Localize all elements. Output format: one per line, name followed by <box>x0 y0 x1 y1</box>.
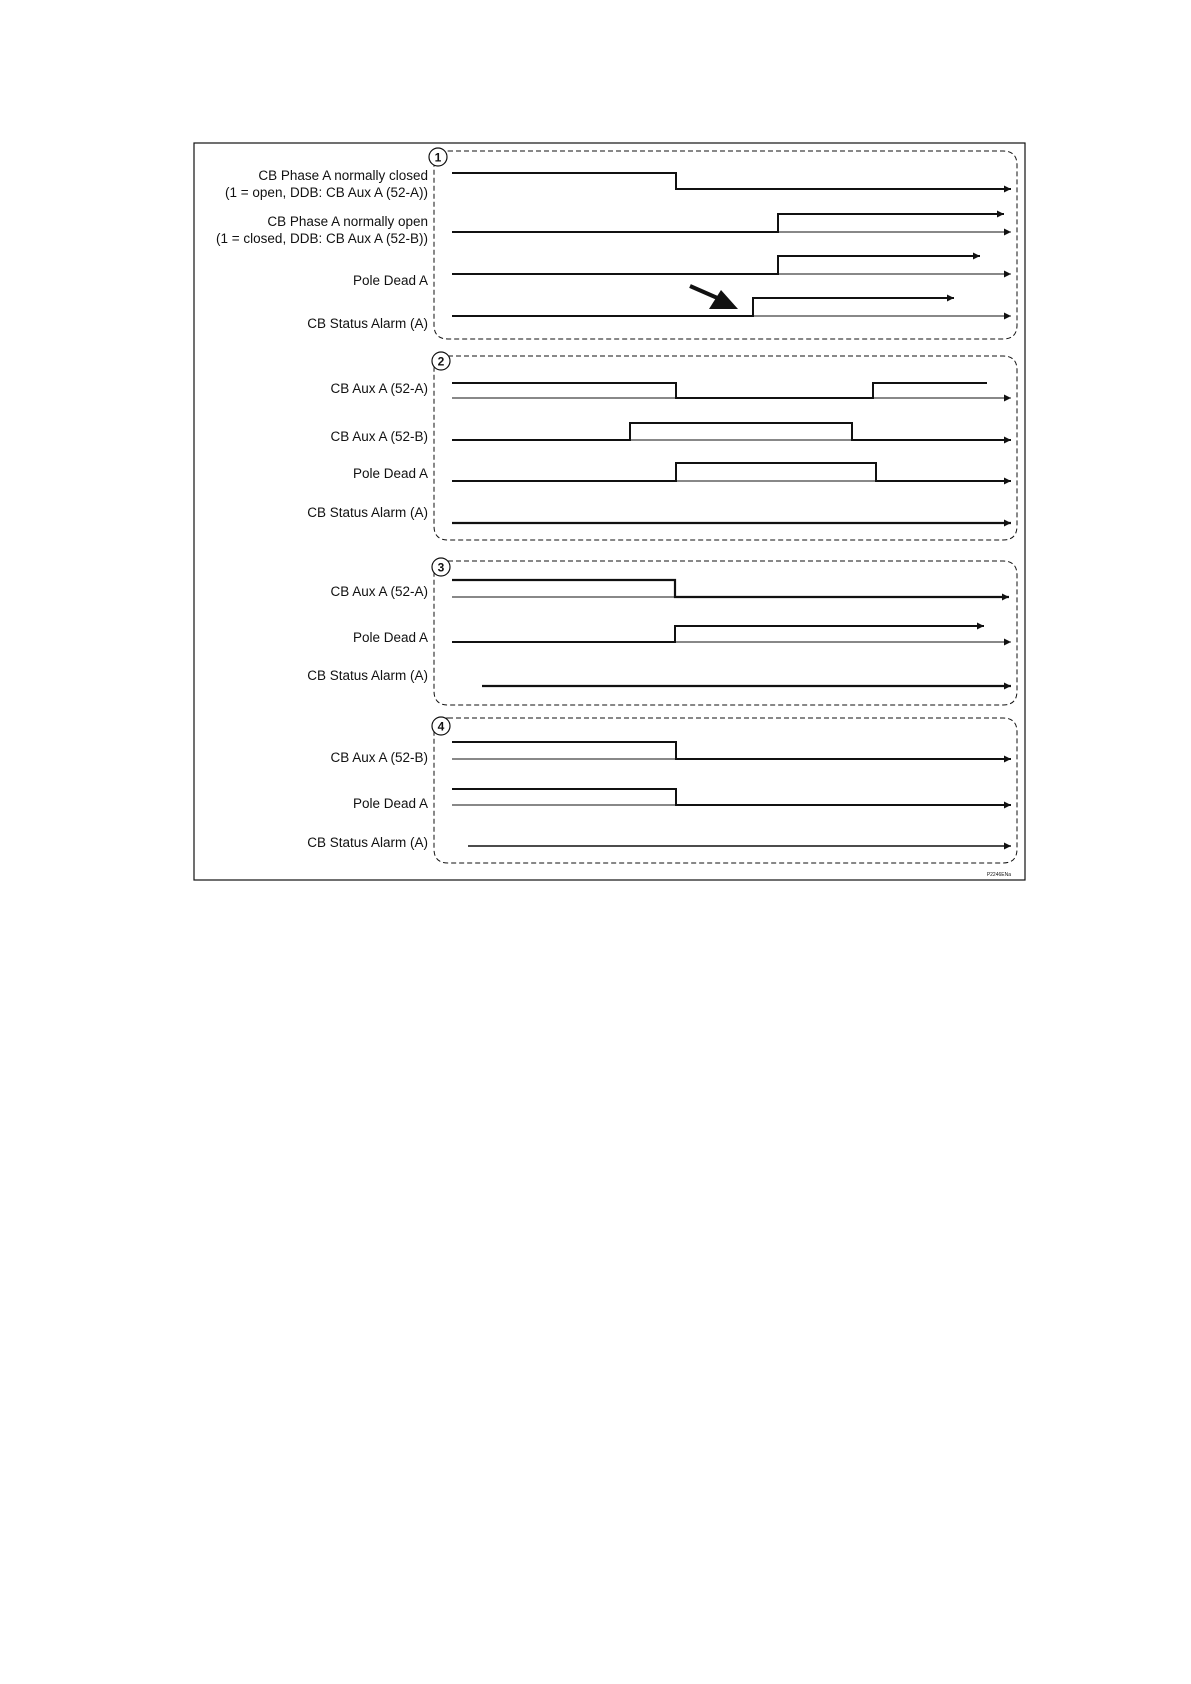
figure-reference-code: P2246ENa <box>986 872 1011 878</box>
wave-p1-pole-dead-a <box>452 256 980 274</box>
wave-p2-cb-aux-52a <box>452 383 987 398</box>
wave-p4-cb-aux-52b <box>452 742 1011 759</box>
panel-3-box <box>434 561 1017 705</box>
wave-p2-pole-dead-a <box>452 463 1011 481</box>
label-p4-cb-status-alarm: CB Status Alarm (A) <box>307 835 428 850</box>
panel-4-number <box>432 717 450 735</box>
wave-p3-cb-aux-52a <box>452 580 1009 597</box>
label-p3-cb-status-alarm: CB Status Alarm (A) <box>307 668 428 683</box>
panel-1-box <box>434 151 1017 339</box>
label-p2-cb-aux-52a: CB Aux A (52-A) <box>330 381 428 396</box>
label-p1-cb-phase-a-no-line1: CB Phase A normally open <box>267 214 428 229</box>
panel-3-number <box>432 558 450 576</box>
label-p2-cb-status-alarm: CB Status Alarm (A) <box>307 505 428 520</box>
label-p1-cb-phase-a-nc-line2: (1 = open, DDB: CB Aux A (52-A)) <box>225 185 428 200</box>
label-p2-pole-dead-a: Pole Dead A <box>352 466 428 481</box>
label-p3-pole-dead-a: Pole Dead A <box>352 630 428 645</box>
label-p1-cb-phase-a-no-line2: (1 = closed, DDB: CB Aux A (52-B)) <box>216 231 428 246</box>
wave-p4-pole-dead-a <box>452 789 1011 805</box>
label-p1-cb-status-alarm: CB Status Alarm (A) <box>307 316 428 331</box>
panel-2-number <box>432 352 450 370</box>
svg-text:2: 2 <box>437 354 445 369</box>
label-p1-pole-dead-a: Pole Dead A <box>352 273 428 288</box>
label-p4-pole-dead-a: Pole Dead A <box>352 796 428 811</box>
label-p3-cb-aux-52a: CB Aux A (52-A) <box>330 584 428 599</box>
label-p4-cb-aux-52b: CB Aux A (52-B) <box>330 750 428 765</box>
panel-1-number <box>429 148 447 166</box>
wave-p3-pole-dead-a <box>452 626 984 642</box>
wave-p1-cb-phase-a-nc <box>452 173 1011 189</box>
svg-text:1: 1 <box>434 150 442 165</box>
label-p2-cb-aux-52b: CB Aux A (52-B) <box>330 429 428 444</box>
wave-p2-cb-aux-52b <box>452 423 1011 440</box>
wave-p1-cb-status-alarm <box>452 298 954 316</box>
wave-p1-cb-phase-a-no <box>452 214 1004 232</box>
panel-4-box <box>434 718 1017 863</box>
svg-text:4: 4 <box>437 719 445 734</box>
label-p1-cb-phase-a-nc-line1: CB Phase A normally closed <box>258 168 428 183</box>
svg-text:3: 3 <box>437 560 445 575</box>
annotation-arrow-icon <box>690 286 738 309</box>
